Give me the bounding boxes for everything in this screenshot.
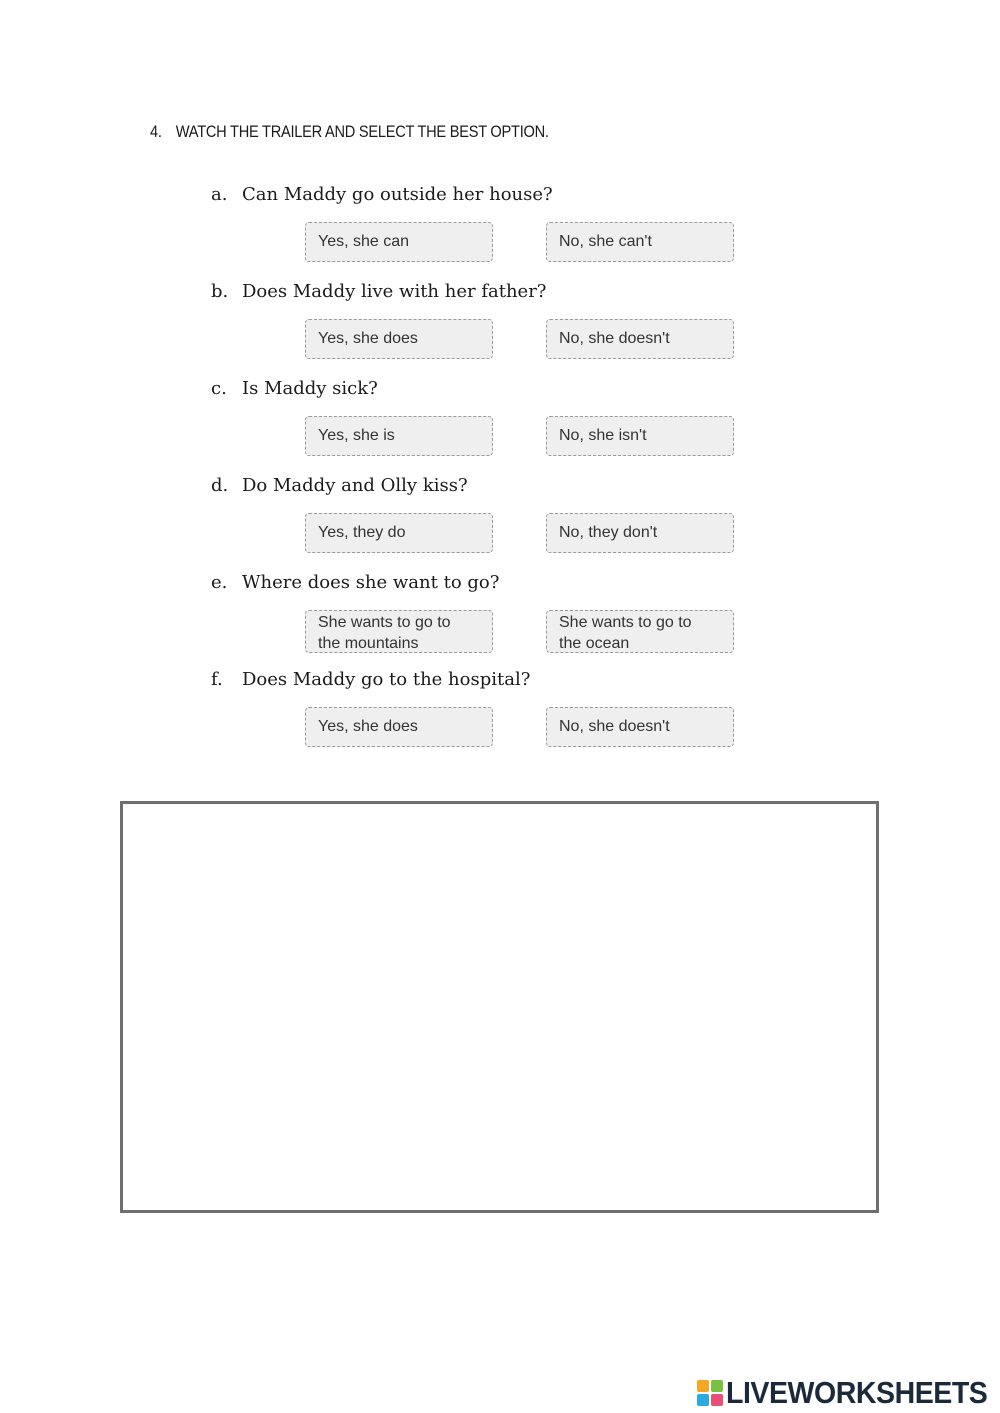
exercise-number: 4.: [150, 122, 162, 141]
liveworksheets-logo-icon: [697, 1380, 723, 1406]
question-letter: e.: [211, 572, 228, 593]
question-text: Does Maddy go to the hospital?: [242, 669, 531, 690]
question-text: Can Maddy go outside her house?: [242, 184, 553, 205]
logo-text: LIVEWORKSHEETS: [726, 1375, 988, 1410]
question-f: [211, 669, 530, 690]
question-text: Do Maddy and Olly kiss?: [242, 475, 468, 496]
video-embed-box[interactable]: [120, 801, 879, 1213]
question-letter: f.: [211, 669, 223, 690]
question-text: Where does she want to go?: [242, 572, 500, 593]
option-d-2[interactable]: No, they don't: [546, 513, 734, 553]
question-d: [211, 475, 468, 496]
question-e: [211, 572, 499, 593]
option-f-2[interactable]: No, she doesn't: [546, 707, 734, 747]
option-e-1[interactable]: She wants to go to the mountains: [305, 610, 493, 653]
question-letter: b.: [211, 281, 229, 302]
exercise-heading: [150, 122, 549, 142]
option-b-2[interactable]: No, she doesn't: [546, 319, 734, 359]
question-b: [211, 281, 546, 302]
liveworksheets-logo[interactable]: [697, 1376, 1000, 1410]
option-f-1[interactable]: Yes, she does: [305, 707, 493, 747]
option-a-2[interactable]: No, she can't: [546, 222, 734, 262]
option-d-1[interactable]: Yes, they do: [305, 513, 493, 553]
exercise-instruction: WATCH THE TRAILER AND SELECT THE BEST OPTION.: [175, 122, 549, 141]
option-c-1[interactable]: Yes, she is: [305, 416, 493, 456]
option-a-1[interactable]: Yes, she can: [305, 222, 493, 262]
question-c: [211, 378, 378, 399]
option-c-2[interactable]: No, she isn't: [546, 416, 734, 456]
question-text: Is Maddy sick?: [242, 378, 378, 399]
question-letter: c.: [211, 378, 227, 399]
option-e-2[interactable]: She wants to go to the ocean: [546, 610, 734, 653]
question-a: [211, 184, 553, 205]
question-letter: d.: [211, 475, 229, 496]
question-text: Does Maddy live with her father?: [242, 281, 547, 302]
question-letter: a.: [211, 184, 228, 205]
option-b-1[interactable]: Yes, she does: [305, 319, 493, 359]
